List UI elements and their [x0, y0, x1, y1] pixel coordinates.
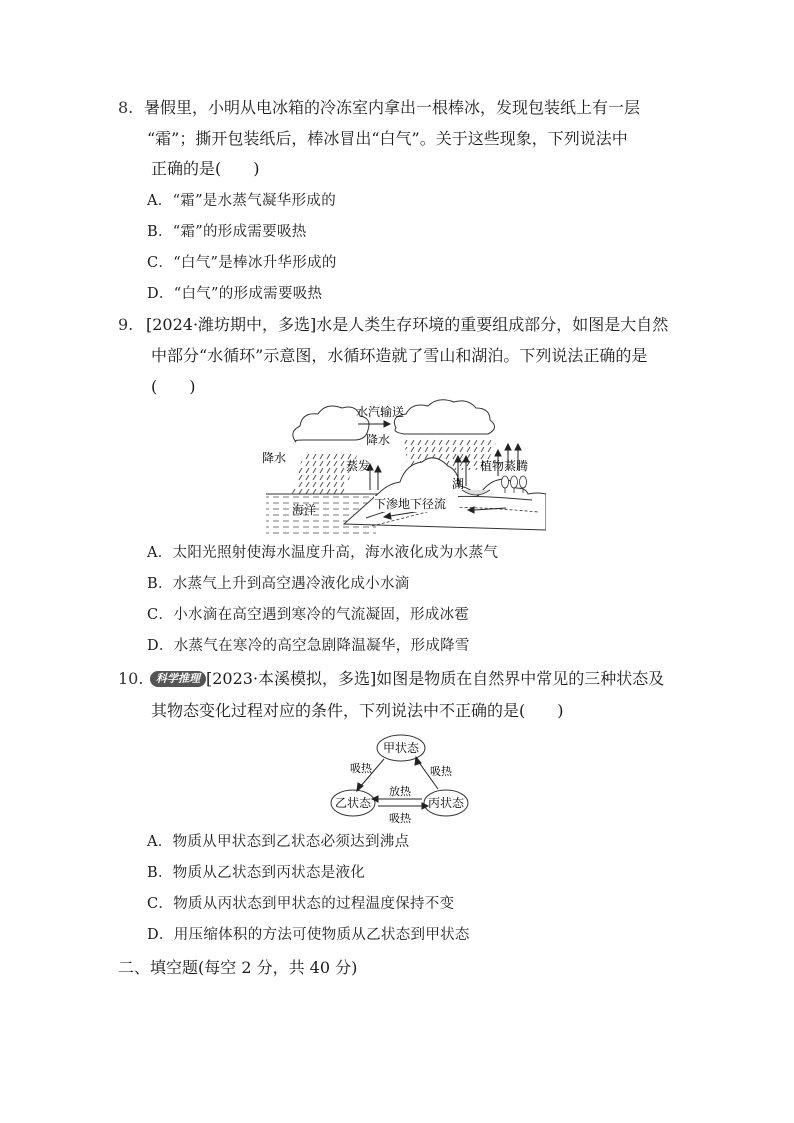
q10-option-d: D．用压缩体积的方法可使物质从乙状态到甲状态: [147, 927, 470, 943]
label-runoff: 下渗地下径流: [374, 497, 447, 511]
q9-option-a: A．太阳光照射使海水温度升高，海水液化成为水蒸气: [147, 545, 499, 561]
state-top: 甲状态: [382, 741, 420, 755]
q10-text-1: [2023·本溪模拟，多选]如图是物质在自然界中常见的三种状态及: [206, 669, 665, 688]
section-title: 二、填空题(每空 2 分，共 40 分): [118, 958, 358, 977]
label-transpiration: 植物蒸腾: [480, 459, 529, 473]
label-precip-right: 降水: [366, 433, 391, 447]
q9-line-3: ( ): [151, 377, 196, 396]
edge-right-label: 吸热: [430, 765, 452, 778]
q10-line-2: 其物态变化过程对应的条件，下列说法中不正确的是( ): [151, 701, 564, 720]
q10-option-c: C．物质从丙状态到甲状态的过程温度保持不变: [147, 896, 455, 912]
label-transport: 水汽输送: [356, 405, 405, 419]
right-cloud: [394, 400, 494, 434]
q8-option-b: B．“霜”的形成需要吸热: [147, 224, 307, 240]
q8-line-2: “霜”；撕开包装纸后，棒冰冒出“白气”。关于这些现象，下列说法中: [147, 129, 628, 148]
q9-text-1: [2024·潍坊期中，多选]水是人类生存环境的重要组成部分，如图是大自然: [146, 315, 669, 334]
q10-option-b: B．物质从乙状态到丙状态是液化: [147, 865, 366, 881]
q8-text-1: 暑假里，小明从电冰箱的冷冻室内拿出一根棒冰，发现包装纸上有一层: [144, 98, 641, 117]
q8-number: 8.: [118, 98, 134, 117]
trees: [502, 476, 527, 493]
q8-option-d: D．“白气”的形成需要吸热: [147, 286, 323, 302]
edge-bottom-bottom-label: 吸热: [389, 812, 411, 823]
science-reasoning-badge: 科学推理: [150, 671, 206, 687]
q9-option-c: C．小水滴在高空遇到寒冷的气流凝固，形成冰雹: [147, 607, 470, 623]
q8-option-a: A．“霜”是水蒸气凝华形成的: [147, 193, 336, 209]
state-left: 乙状态: [334, 796, 372, 810]
q9-number: 9.: [118, 315, 134, 334]
q10-option-a: A．物质从甲状态到乙状态必须达到沸点: [147, 834, 410, 850]
q9-line-2: 中部分“水循环”示意图，水循环造就了雪山和湖泊。下列说法正确的是: [151, 346, 648, 365]
q9-option-d: D．水蒸气在寒冷的高空急剧降温凝华，形成降雪: [147, 638, 470, 654]
q8-line-1: [118, 97, 640, 119]
edge-bottom-top-label: 放热: [389, 785, 411, 798]
states-figure: [330, 733, 472, 823]
q10-line-1: [118, 668, 664, 690]
state-right: 丙状态: [427, 796, 465, 810]
label-evaporation: 蒸发: [346, 459, 371, 473]
q8-line-3: 正确的是( ): [151, 159, 260, 178]
label-lake: 湖: [452, 477, 465, 491]
edge-left-label: 吸热: [350, 762, 372, 775]
label-ocean: 海洋: [292, 503, 317, 517]
q9-option-b: B．水蒸气上升到高空遇冷液化成小水滴: [147, 576, 410, 592]
q9-line-1: [118, 314, 668, 336]
label-precip-left: 降水: [262, 451, 287, 465]
q10-number: 10.: [118, 669, 144, 688]
water-cycle-figure: [262, 398, 546, 536]
q8-option-c: C．“白气”是棒冰升华形成的: [147, 255, 337, 271]
